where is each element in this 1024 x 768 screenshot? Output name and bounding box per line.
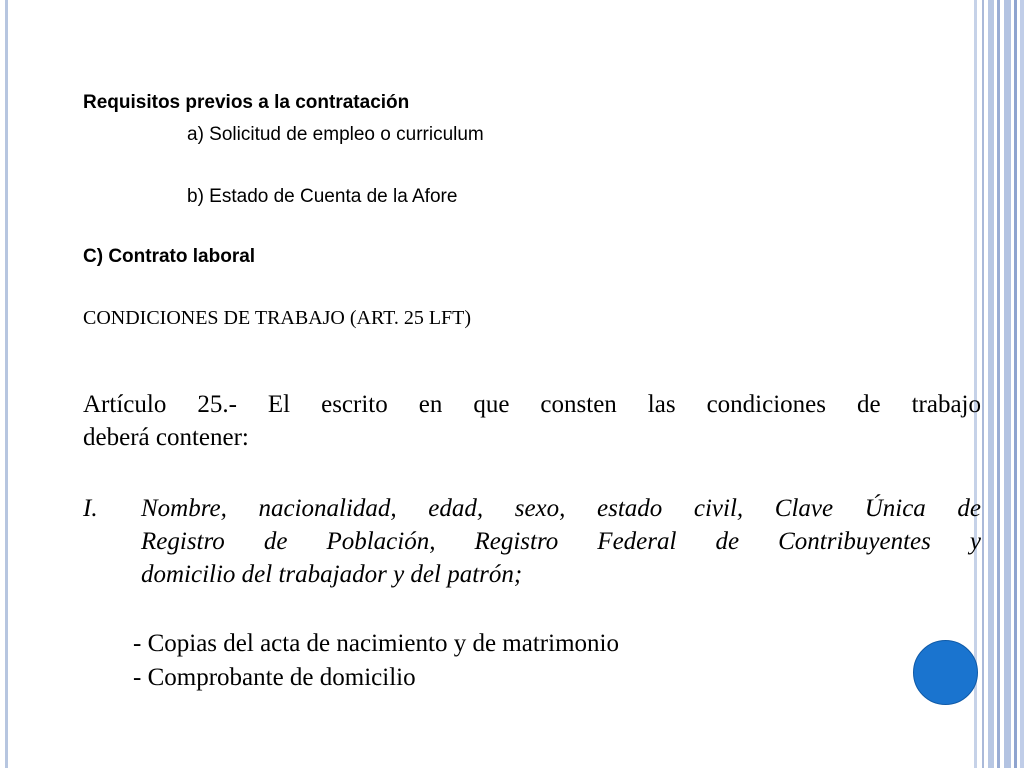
list-numeral: I. [83,495,98,522]
right-decorative-border [974,0,1024,768]
contract-heading: C) Contrato laboral [83,246,256,267]
list-item-line-2: Registro de Población, Registro Federal de Contribuyentes y [141,528,981,555]
list-item-line-1: Nombre, nacionalidad, edad, sexo, estado civil, Clave Única de [141,495,981,522]
extra-item-copies: - Copias del acta de nacimiento y de matrimonio [133,630,619,657]
list-item-line-3: domicilio del trabajador y del patrón; [141,561,523,588]
requirement-item-a: a) Solicitud de empleo o curriculum [187,124,484,145]
requirements-heading: Requisitos previos a la contratación [83,92,410,113]
list-item-text [141,492,981,591]
left-border-line [5,0,8,768]
article-line-1: Artículo 25.- El escrito en que consten las condiciones de trabajo [83,391,981,418]
article-line-2: deberá contener: [83,424,249,451]
extra-item-proof-of-address: - Comprobante de domicilio [133,664,416,691]
conditions-heading: CONDICIONES DE TRABAJO (ART. 25 LFT) [83,307,472,329]
requirement-item-b: b) Estado de Cuenta de la Afore [187,186,458,207]
article-paragraph [83,388,981,454]
blue-circle-decoration [913,640,978,705]
